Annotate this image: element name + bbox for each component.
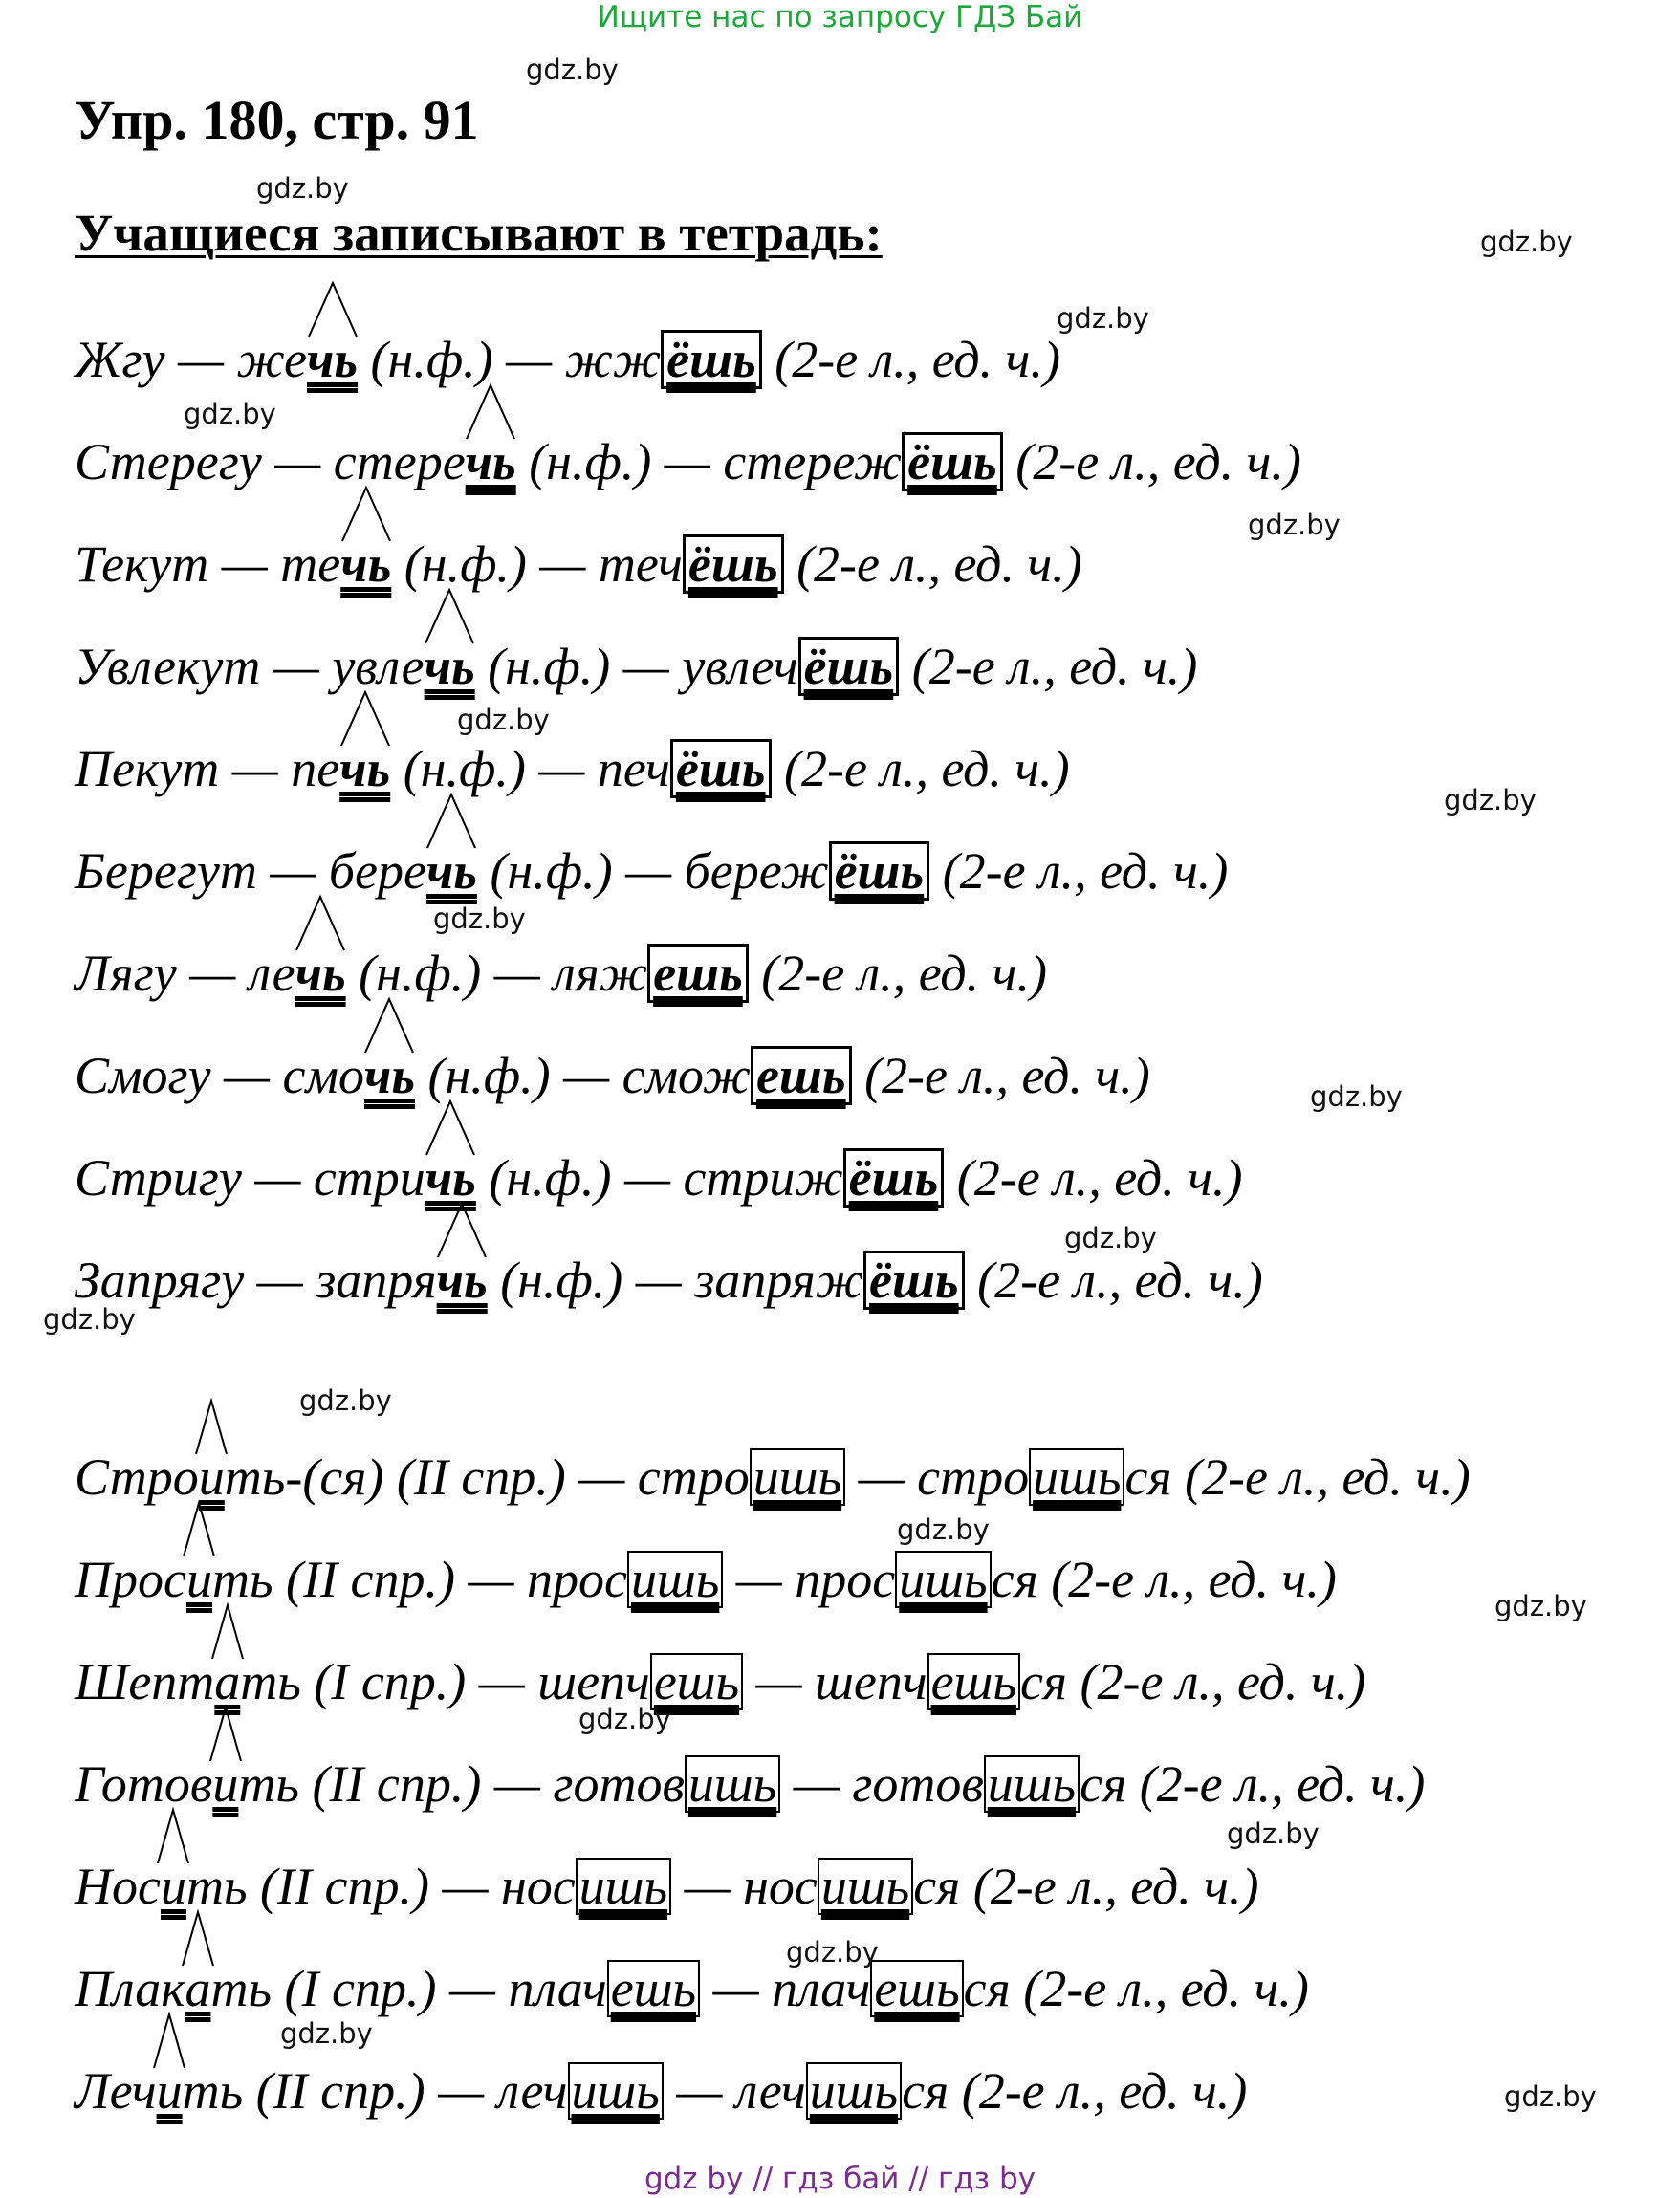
- ending-box: ёшь: [661, 330, 762, 389]
- watermark-text: gdz.by: [1504, 2080, 1597, 2113]
- verb-line: Плака ть (I спр.) — плачешь — плачешься (2-е л., ед. ч.): [75, 1958, 1309, 2019]
- infinitive-stem: запря: [316, 1251, 437, 1309]
- ending-box: ишь: [750, 1448, 845, 1506]
- verb-line: Лягу — лечь (н.ф.) — ляж ешь (2-е л., ед. ч.): [75, 943, 1047, 1004]
- conjugation-label: (II спр.): [260, 1858, 429, 1915]
- ending-box: ишь: [627, 1551, 723, 1608]
- watermark-text: gdz.by: [1057, 302, 1149, 335]
- initial-form-label: (н.ф.): [490, 842, 613, 900]
- watermark-text: gdz.by: [299, 1384, 392, 1417]
- ending-box: ешь: [650, 1653, 743, 1710]
- verb-line: Строи ть-(ся) (II спр.) — строишь — строишься (2-е л., ед. ч.): [75, 1447, 1471, 1508]
- initial-form-label: (н.ф.): [359, 945, 482, 1002]
- verb-line: Смогу — смочь (н.ф.) — смож ешь (2-е л., ед. ч.): [75, 1045, 1150, 1106]
- reflexive-particle: ся: [963, 1960, 1011, 2017]
- grammar-note: (2-е л., ед. ч.): [1185, 1448, 1471, 1506]
- ending-box: ёшь: [798, 637, 900, 696]
- reflexive-ending-box: ишь: [984, 1755, 1080, 1813]
- infinitive-stem: Прос: [75, 1551, 186, 1608]
- suffix-mark-icon: [424, 588, 475, 645]
- infinitive-ending: ть: [182, 2062, 244, 2120]
- second-person-stem: запряж: [694, 1251, 863, 1309]
- suffix-mark-icon: [307, 281, 359, 338]
- ending-box: ешь: [607, 1960, 700, 2017]
- initial-form-label: (н.ф.): [427, 1047, 551, 1104]
- infinitive-stem: бере: [328, 842, 426, 900]
- reflexive-ending-box: ишь: [806, 2062, 902, 2120]
- infinitive-ending: ть-(ся): [224, 1448, 384, 1506]
- reflexive-particle: ся: [1124, 1448, 1172, 1506]
- verb-line: Шепта ть (I спр.) — шепчешь — шепчешься (2-е л., ед. ч.): [75, 1651, 1365, 1712]
- infinitive-suffix: чь: [426, 840, 477, 902]
- conjugation-label: (II спр.): [312, 1755, 482, 1813]
- infinitive-stem: же: [236, 331, 308, 388]
- reflexive-stem: плач: [772, 1960, 871, 2017]
- grammar-note: (2-е л., ед. ч.): [977, 1251, 1263, 1309]
- suffix-mark-icon: [152, 2013, 186, 2070]
- suffix-vowel: а: [214, 1651, 240, 1712]
- verb-line: Текут — течь (н.ф.) — теч ёшь (2-е л., ед. ч.): [75, 533, 1082, 595]
- second-person-stem: шепч: [537, 1653, 650, 1710]
- suffix-mark-icon: [156, 1808, 190, 1865]
- suffix-mark-icon: [363, 997, 415, 1055]
- initial-form-label: (н.ф.): [404, 535, 527, 593]
- ending-box: ёшь: [683, 534, 784, 594]
- initial-form-label: (н.ф.): [488, 638, 611, 695]
- verb-line: Запрягу — запрячь (н.ф.) — запряж ёшь (2-е л., ед. ч.): [75, 1250, 1263, 1311]
- verb-line: Стригу — стричь (н.ф.) — стриж ёшь (2-е л., ед. ч.): [75, 1147, 1242, 1208]
- watermark-text: gdz.by: [1444, 784, 1537, 816]
- infinitive-stem: стри: [313, 1149, 425, 1207]
- suffix-mark-icon: [465, 383, 516, 441]
- ending-box: ишь: [576, 1858, 671, 1915]
- grammar-note: (2-е л., ед. ч.): [1015, 433, 1301, 490]
- footer: gdz by // гдз бай // гдз by: [644, 2162, 1036, 2196]
- reflexive-stem: шепч: [815, 1653, 927, 1710]
- conjugation-label: (I спр.): [314, 1653, 467, 1710]
- infinitive-stem: Леч: [75, 2062, 157, 2120]
- reflexive-ending-box: ишь: [1029, 1448, 1124, 1506]
- ending-box: ёшь: [902, 432, 1003, 491]
- suffix-mark-icon: [182, 1501, 216, 1558]
- verb-form: Стригу: [75, 1149, 242, 1207]
- verb-form: Пекут: [75, 740, 220, 797]
- grammar-note: (2-е л., ед. ч.): [972, 1858, 1259, 1915]
- verb-form: Текут: [75, 535, 209, 593]
- watermark-text: gdz.by: [578, 1703, 671, 1735]
- watermark-text: gdz.by: [526, 54, 619, 86]
- watermark-text: gdz.by: [1227, 1817, 1320, 1850]
- grammar-note: (2-е л., ед. ч.): [796, 535, 1082, 593]
- reflexive-ending-box: ешь: [870, 1960, 963, 2017]
- infinitive-suffix: чь: [425, 1147, 476, 1208]
- infinitive-ending: ть: [238, 1755, 299, 1813]
- conjugation-label: (I спр.): [284, 1960, 437, 2017]
- infinitive-stem: Готов: [75, 1755, 213, 1813]
- infinitive-ending: ть: [185, 1858, 248, 1915]
- ending-box: ёшь: [829, 841, 930, 901]
- initial-form-label: (н.ф.): [489, 1149, 612, 1207]
- suffix-mark-icon: [295, 895, 346, 952]
- grammar-note: (2-е л., ед. ч.): [956, 1149, 1243, 1207]
- verb-form: Запрягу: [75, 1251, 245, 1309]
- watermark-text: gdz.by: [897, 1513, 990, 1546]
- initial-form-label: (н.ф.): [403, 740, 526, 797]
- infinitive-stem: те: [280, 535, 341, 593]
- reflexive-particle: ся: [902, 2062, 949, 2120]
- infinitive-stem: ле: [248, 945, 295, 1002]
- second-person-stem: стро: [637, 1448, 750, 1506]
- conjugation-label: (II спр.): [286, 1551, 455, 1608]
- suffix-vowel: и: [212, 1753, 238, 1815]
- ending-box: ешь: [751, 1046, 852, 1105]
- reflexive-stem: прос: [795, 1551, 896, 1608]
- verb-line: Берегут — беречь (н.ф.) — береж ёшь (2-е л., ед. ч.): [75, 840, 1228, 902]
- watermark-text: gdz.by: [1495, 1590, 1587, 1622]
- infinitive-ending: ть: [210, 1960, 273, 2017]
- suffix-mark-icon: [436, 1202, 488, 1259]
- infinitive-suffix: чь: [437, 1250, 488, 1311]
- watermark-text: gdz.by: [256, 172, 349, 205]
- grammar-note: (2-е л., ед. ч.): [775, 331, 1060, 388]
- verb-line: Увлекут — увлечь (н.ф.) — увлеч ёшь (2-е л., ед. ч.): [75, 636, 1197, 697]
- initial-form-label: (н.ф.): [529, 433, 652, 490]
- initial-form-label: (н.ф.): [370, 331, 493, 388]
- ending-box: ёшь: [843, 1148, 945, 1208]
- ending-box: ишь: [685, 1755, 780, 1813]
- suffix-vowel: и: [161, 1856, 186, 1917]
- infinitive-suffix: чь: [307, 329, 358, 390]
- verb-line: Носи ть (II спр.) — носишь — носишься (2-е л., ед. ч.): [75, 1856, 1258, 1917]
- suffix-vowel: и: [157, 2060, 183, 2122]
- second-person-stem: береж: [684, 842, 829, 900]
- watermark-text: gdz.by: [1480, 226, 1573, 258]
- ending-box: ёшь: [863, 1251, 965, 1310]
- verb-form: Берегут: [75, 842, 257, 900]
- grammar-note: (2-е л., ед. ч.): [911, 638, 1198, 695]
- infinitive-stem: Стро: [75, 1448, 199, 1506]
- infinitive-suffix: чь: [340, 533, 391, 595]
- suffix-mark-icon: [181, 1910, 215, 1968]
- second-person-stem: жж: [564, 331, 662, 388]
- suffix-mark-icon: [340, 486, 392, 543]
- grammar-note: (2-е л., ед. ч.): [1139, 1755, 1426, 1813]
- verb-line: Лечи ть (II спр.) — лечишь — лечишься (2-е л., ед. ч.): [75, 2060, 1247, 2122]
- reflexive-particle: ся: [991, 1551, 1038, 1608]
- suffix-vowel: и: [199, 1447, 225, 1508]
- infinitive-ending: ть: [211, 1551, 273, 1608]
- watermark-text: gdz.by: [280, 2017, 373, 2050]
- page-title: Упр. 180, стр. 91: [75, 89, 479, 151]
- reflexive-stem: леч: [734, 2062, 806, 2120]
- verb-form: Жгу: [75, 331, 165, 388]
- conjugation-label: (II спр.): [255, 2062, 425, 2120]
- suffix-mark-icon: [208, 1706, 243, 1763]
- suffix-mark-icon: [425, 1099, 476, 1157]
- infinitive-suffix: чь: [295, 943, 346, 1004]
- second-person-stem: смож: [622, 1047, 751, 1104]
- grammar-note: (2-е л., ед. ч.): [784, 740, 1070, 797]
- verb-form: Увлекут: [75, 638, 261, 695]
- reflexive-stem: нос: [743, 1858, 818, 1915]
- grammar-note: (2-е л., ед. ч.): [864, 1047, 1150, 1104]
- grammar-note: (2-е л., ед. ч.): [1051, 1551, 1337, 1608]
- infinitive-suffix: чь: [425, 636, 475, 697]
- watermark-text: gdz.by: [457, 704, 550, 736]
- ending-box: ёшь: [670, 739, 772, 798]
- watermark-text: gdz.by: [433, 903, 526, 935]
- suffix-mark-icon: [425, 793, 477, 850]
- watermark-text: gdz.by: [1064, 1222, 1157, 1254]
- second-person-stem: нос: [500, 1858, 576, 1915]
- infinitive-stem: пе: [291, 740, 340, 797]
- second-person-stem: леч: [496, 2062, 568, 2120]
- infinitive-suffix: чь: [339, 738, 390, 799]
- suffix-vowel: а: [185, 1958, 210, 2019]
- watermark-text: gdz.by: [43, 1303, 136, 1336]
- second-person-stem: печ: [597, 740, 670, 797]
- second-person-stem: теч: [598, 535, 683, 593]
- initial-form-label: (н.ф.): [500, 1251, 623, 1309]
- watermark-text: gdz.by: [786, 1936, 879, 1969]
- second-person-stem: стриж: [683, 1149, 843, 1207]
- grammar-note: (2-е л., ед. ч.): [1023, 1960, 1309, 2017]
- section-heading: Учащиеся записывают в тетрадь:: [75, 204, 883, 262]
- ending-box: ешь: [647, 944, 749, 1003]
- reflexive-particle: ся: [1019, 1653, 1068, 1710]
- verb-line: Жгу — жечь (н.ф.) — жж ёшь (2-е л., ед. ч.): [75, 329, 1060, 390]
- infinitive-stem: Шепт: [75, 1653, 215, 1710]
- watermark-text: gdz.by: [1248, 509, 1341, 541]
- infinitive-stem: стере: [333, 433, 466, 490]
- infinitive-stem: Нос: [75, 1858, 161, 1915]
- infinitive-stem: Плак: [75, 1960, 185, 2017]
- second-person-stem: ляж: [553, 945, 648, 1002]
- conjugation-label: (II спр.): [396, 1448, 566, 1506]
- verb-line: Готови ть (II спр.) — готовишь — готовишься (2-е л., ед. ч.): [75, 1753, 1425, 1815]
- watermark-text: gdz.by: [184, 398, 276, 430]
- verb-line: Пекут — печь (н.ф.) — печ ёшь (2-е л., ед. ч.): [75, 738, 1070, 799]
- top-banner: Ищите нас по запросу ГДЗ Бай: [597, 0, 1083, 34]
- second-person-stem: готов: [553, 1755, 685, 1813]
- infinitive-suffix: чь: [466, 431, 516, 492]
- second-person-stem: плач: [508, 1960, 607, 2017]
- reflexive-particle: ся: [913, 1858, 961, 1915]
- grammar-note: (2-е л., ед. ч.): [942, 842, 1229, 900]
- reflexive-stem: готов: [852, 1755, 984, 1813]
- verb-line: Проси ть (II спр.) — просишь — просишься (2-е л., ед. ч.): [75, 1549, 1337, 1610]
- reflexive-stem: стро: [917, 1448, 1030, 1506]
- reflexive-ending-box: ишь: [818, 1858, 913, 1915]
- suffix-vowel: и: [186, 1549, 212, 1610]
- second-person-stem: прос: [526, 1551, 627, 1608]
- grammar-note: (2-е л., ед. ч.): [761, 945, 1047, 1002]
- second-person-stem: стереж: [723, 433, 903, 490]
- infinitive-stem: увле: [332, 638, 425, 695]
- second-person-stem: увлеч: [682, 638, 798, 695]
- grammar-note: (2-е л., ед. ч.): [961, 2062, 1248, 2120]
- grammar-note: (2-е л., ед. ч.): [1080, 1653, 1366, 1710]
- infinitive-ending: ть: [240, 1653, 301, 1710]
- suffix-mark-icon: [194, 1399, 229, 1456]
- reflexive-ending-box: ешь: [927, 1653, 1020, 1710]
- verb-line: Стерегу — стеречь (н.ф.) — стереж ёшь (2-е л., ед. ч.): [75, 431, 1301, 492]
- infinitive-suffix: чь: [364, 1045, 415, 1106]
- infinitive-stem: смо: [282, 1047, 364, 1104]
- suffix-mark-icon: [210, 1603, 245, 1661]
- verb-form: Лягу: [75, 945, 177, 1002]
- reflexive-particle: ся: [1080, 1755, 1127, 1813]
- reflexive-ending-box: ишь: [895, 1551, 991, 1608]
- ending-box: ишь: [568, 2062, 664, 2120]
- suffix-mark-icon: [339, 690, 391, 748]
- verb-form: Стерегу: [75, 433, 262, 490]
- verb-form: Смогу: [75, 1047, 211, 1104]
- watermark-text: gdz.by: [1310, 1080, 1403, 1113]
